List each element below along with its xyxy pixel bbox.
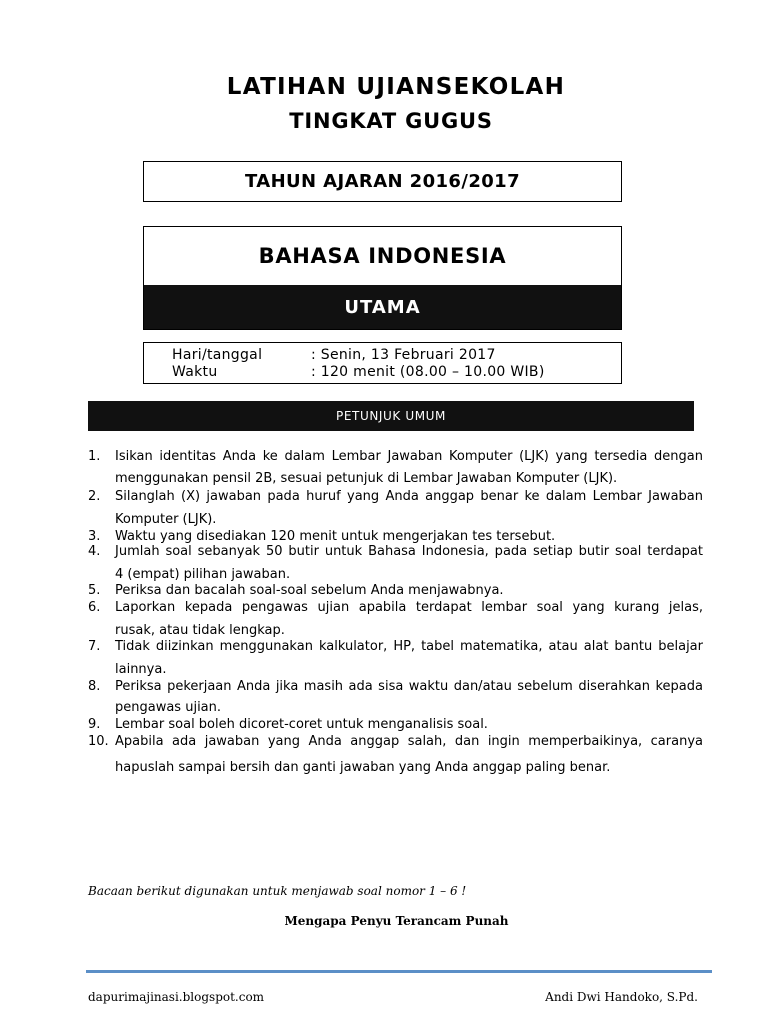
instruction-line: hapuslah sampai bersih dan ganti jawaban yang Anda anggap paling benar. bbox=[115, 760, 611, 775]
instruction-line: lainnya. bbox=[115, 662, 167, 677]
instruction-number: 10. bbox=[88, 734, 109, 749]
instruction-line: Tidak diizinkan menggunakan kalkulator, HP, tabel matematika, atau alat bantu belajar bbox=[115, 639, 703, 654]
instruction-line: rusak, atau tidak lengkap. bbox=[115, 623, 285, 638]
instruction-line: pengawas ujian. bbox=[115, 700, 222, 715]
schedule-day-value: : Senin, 13 Februari 2017 bbox=[311, 347, 496, 363]
instruction-line: Silanglah (X) jawaban pada huruf yang Anda anggap benar ke dalam Lembar Jawaban bbox=[115, 489, 703, 504]
subject-name: BAHASA INDONESIA bbox=[258, 244, 507, 268]
instruction-number: 9. bbox=[88, 717, 101, 732]
instruction-line: Laporkan kepada pengawas ujian apabila terdapat lembar soal yang kurang jelas, bbox=[115, 600, 703, 615]
schedule-time-label: Waktu bbox=[172, 364, 218, 380]
schedule-time-value: : 120 menit (08.00 – 10.00 WIB) bbox=[311, 364, 545, 380]
subject-type: UTAMA bbox=[144, 285, 621, 329]
instruction-line: Waktu yang disediakan 120 menit untuk mengerjakan tes tersebut. bbox=[115, 529, 556, 544]
reading-title: Mengapa Penyu Terancam Punah bbox=[284, 914, 509, 928]
footer-author: Andi Dwi Handoko, S.Pd. bbox=[545, 990, 698, 1004]
instruction-line: Apabila ada jawaban yang Anda anggap salah, dan ingin memperbaikinya, caranya bbox=[115, 734, 703, 749]
instruction-line: 4 (empat) pilihan jawaban. bbox=[115, 567, 291, 582]
exam-title: LATIHAN UJIANSEKOLAH bbox=[226, 74, 566, 100]
instruction-number: 1. bbox=[88, 449, 101, 464]
instruction-line: Periksa pekerjaan Anda jika masih ada sisa waktu dan/atau sebelum diserahkan kepada bbox=[115, 679, 703, 694]
instruction-line: menggunakan pensil 2B, sesuai petunjuk di Lembar Jawaban Komputer (LJK). bbox=[115, 471, 618, 486]
instruction-number: 2. bbox=[88, 489, 101, 504]
instruction-number: 7. bbox=[88, 639, 101, 654]
instructions-header: PETUNJUK UMUM bbox=[88, 401, 694, 431]
reading-intro: Bacaan berikut digunakan untuk menjawab soal nomor 1 – 6 ! bbox=[88, 884, 467, 898]
instruction-line: Isikan identitas Anda ke dalam Lembar Jawaban Komputer (LJK) yang tersedia dengan bbox=[115, 449, 703, 464]
exam-level: TINGKAT GUGUS bbox=[289, 109, 493, 133]
schedule-day-label: Hari/tanggal bbox=[172, 347, 263, 363]
footer-website: dapurimajinasi.blogspot.com bbox=[88, 990, 265, 1004]
instruction-line: Periksa dan bacalah soal-soal sebelum Anda menjawabnya. bbox=[115, 583, 504, 598]
instruction-number: 3. bbox=[88, 529, 101, 544]
instruction-line: Lembar soal boleh dicoret-coret untuk menganalisis soal. bbox=[115, 717, 488, 732]
instruction-line: Jumlah soal sebanyak 50 butir untuk Bahasa Indonesia, pada setiap butir soal terdapat bbox=[115, 544, 703, 559]
footer-divider bbox=[86, 970, 712, 973]
school-year: TAHUN AJARAN 2016/2017 bbox=[244, 171, 521, 192]
instruction-number: 5. bbox=[88, 583, 101, 598]
instruction-number: 6. bbox=[88, 600, 101, 615]
instruction-number: 8. bbox=[88, 679, 101, 694]
instruction-number: 4. bbox=[88, 544, 101, 559]
instruction-line: Komputer (LJK). bbox=[115, 512, 217, 527]
